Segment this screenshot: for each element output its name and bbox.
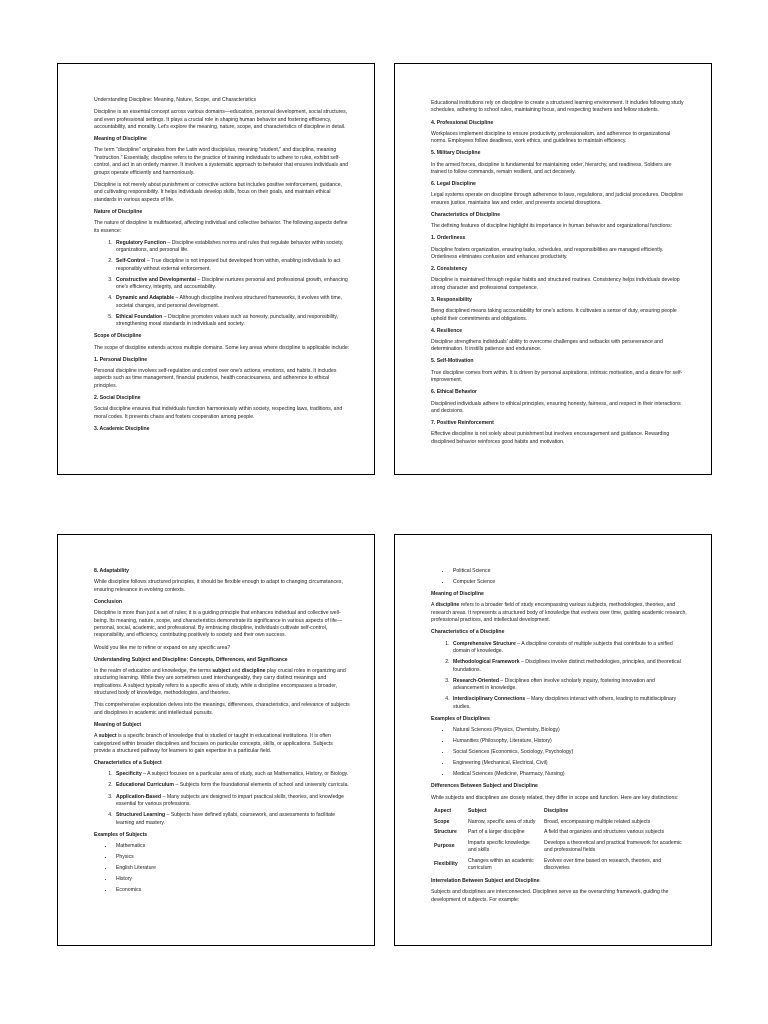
table-cell: Structure (434, 829, 457, 836)
document-page-1 (57, 63, 375, 475)
paragraph: Educational institutions rely on discipline to create a structured learning environment. It includes following study schedules, adhering to school rules, maintaining focus, and respecting teachers and fellow students. (431, 100, 684, 114)
list-item (114, 258, 350, 273)
text-run: A (94, 733, 99, 740)
list-text: – Subjects have defined syllabi, coursework, and assessments to facilitate learning and mastery. (116, 812, 336, 826)
list-text: – Discipline establishes norms and rules that regulate behavior within society, organizations, and personal life. (116, 239, 344, 254)
table-row (431, 856, 687, 874)
subsection-heading: 4. Resilience (431, 327, 463, 334)
discipline-characteristics-list (431, 641, 687, 712)
text-run: play crucial roles in organizing and structuring learning. While they are sometimes used interchangeably, they carry distinct meanings and implications. A subject typically refers to a specific area of study, while a discipline encompasses a broader, structured body of knowledge, methodologies, and theories. (94, 667, 346, 697)
table-header-cell: Discipline (544, 808, 569, 815)
section-heading: Scope of Discipline (94, 333, 142, 340)
subsection-heading: 4. Professional Discipline (431, 119, 494, 126)
subsection-heading: 3. Responsibility (431, 296, 472, 303)
table-cell: Narrow, specific area of study (468, 818, 536, 825)
list-text: – Subjects form the foundational elements of school and university curricula. (173, 782, 349, 789)
subsection-heading: 5. Self-Motivation (431, 358, 474, 365)
subsection-heading: 1. Orderliness (431, 235, 466, 242)
text-run: is a specific branch of knowledge that is studied or taught in educational institutions. It is often categorized within broader disciplines and focuses on particular concepts, skills, or applications. Subjects provide a structured pathway for learners to gain expertise in a particular field. (94, 733, 333, 755)
paragraph: Discipline strengthens individuals' ability to overcome challenges and setbacks with perseverance and determination. It instills patience and endurance. (431, 338, 663, 353)
subsection-heading: 2. Consistency (431, 266, 468, 273)
section-heading: Meaning of Subject (94, 721, 142, 728)
text-run: refers to a broader field of study encompassing various subjects, methodologies, theories, and research areas. It represents a structured body of knowledge that evolves over time, guiding academic research, professional practices, and intellectual development. (431, 602, 687, 624)
section-heading: Understanding Subject and Discipline: Concepts, Differences, and Significance (94, 656, 288, 663)
section-heading: Differences Between Subject and Discipline (431, 783, 538, 790)
table-row (431, 838, 687, 856)
list-item (451, 641, 687, 656)
list-text: – True discipline is not imposed but developed from within, enabling individuals to act responsibly without external enforcement. (116, 258, 341, 272)
table-cell: Part of a larger discipline (468, 829, 525, 836)
subsection-heading: 5. Military Discipline (431, 150, 481, 157)
list-item (114, 295, 350, 310)
section-heading: Examples of Disciplines (431, 715, 490, 722)
list-item (451, 696, 687, 711)
list-term: Structured Learning (116, 812, 166, 819)
section-heading: Meaning of Discipline (431, 591, 484, 598)
list-term: Educational Curriculum (116, 782, 174, 789)
section-heading: Characteristics of a Discipline (431, 629, 505, 636)
list-term: Comprehensive Structure (453, 640, 516, 647)
list-item: • Political Science (451, 568, 687, 575)
list-text: – Discipline nurtures personal and professional growth, enhancing one's efficiency, integrity, and accountability. (116, 276, 348, 291)
list-text: – Disciplines involve distinct methodologies, principles, and theoretical foundations. (453, 659, 681, 673)
paragraph: Would you like me to refine or expand on any specific area? (94, 644, 231, 651)
bold-term: subject (212, 667, 231, 674)
paragraph: Effective discipline is not solely about punishment but involves encouragement and guidance. Rewarding disciplined behavior reinforces good habits and motivation. (431, 431, 670, 445)
section-heading: Interrelation Between Subject and Discipline (431, 877, 540, 884)
section-heading: Examples of Subjects (94, 831, 148, 838)
table-cell: Scope (434, 818, 450, 825)
list-item: • Economics (114, 887, 350, 894)
list-item: • Natural Sciences (Physics, Chemistry, Biology) (451, 727, 687, 734)
text-run: and (230, 667, 242, 674)
list-text: – A discipline consists of multiple subjects that contribute to a unified domain of knowledge. (453, 640, 673, 655)
paragraph: In the armed forces, discipline is fundamental for maintaining order, hierarchy, and readiness. Soldiers are trained to follow commands, remain resilient, and act decisively. (431, 161, 672, 176)
paragraph: While discipline follows structured principles, it should be flexible enough to adapt to changing circumstances, ensuring relevance in evolving contexts. (94, 579, 343, 593)
list-item: • Engineering (Mechanical, Electrical, Civil) (451, 760, 687, 767)
paragraph (94, 668, 350, 698)
list-term: Constructive and Developmental (116, 276, 196, 283)
list-item: • Humanities (Philosophy, Literature, History) (451, 738, 687, 745)
list-term: Specificity (116, 771, 142, 778)
document-page-3 (57, 534, 375, 946)
table-row (431, 817, 687, 827)
section-heading: Characteristics of a Subject (94, 760, 162, 767)
table-header-row (431, 807, 687, 817)
table-cell: Purpose (434, 843, 455, 850)
subsection-heading: 1. Personal Discipline (94, 356, 148, 363)
list-text: – A subject focuses on a particular area of study, such as Mathematics, History, or Biology. (141, 771, 349, 778)
subjects-list (94, 843, 350, 895)
paragraph: The nature of discipline is multifaceted, affecting individual and collective behavior. The following aspects define its essence: (94, 220, 348, 234)
list-term: Research-Oriented (453, 677, 499, 684)
paragraph: Discipline is maintained through regular habits and structured routines. Consistency helps individuals develop strong character and professional competence. (431, 277, 680, 291)
paragraph: Subjects and disciplines are interconnected. Disciplines serve as the overarching framework, guiding the development of subjects. For example: (431, 889, 669, 903)
paragraph: While subjects and disciplines are closely related, they differ in scope and function. Here are key distinctions: (431, 794, 679, 801)
paragraph: Legal systems operate on discipline through adherence to laws, regulations, and judicial procedures. Discipline ensures justice, maintains law and order, and prevents societal disruptions. (431, 192, 684, 206)
table-cell: Evolves over time based on research, theories, and discoveries (544, 857, 662, 871)
document-page-4 (394, 534, 712, 946)
paragraph (94, 733, 350, 755)
list-item (114, 794, 350, 809)
paragraph: Personal discipline involves self-regulation and control over one's actions, emotions, and habits. It includes aspects such as time management, financial prudence, health consciousness, and adherence to ethical principles. (94, 367, 337, 389)
table-cell: Develops a theoretical and practical framework for academic and professional fields (544, 839, 682, 854)
paragraph: Discipline is more than just a set of rules; it is a guiding principle that enhances individual and collective well-being. Its meaning, nature, scope, and characteristics demonstrate its significance in various aspects of life—personal, social, academic, and professional. By embracing discipline, individuals cultivate self-control, responsibility, and efficiency, contributing positively to society and their own success. (94, 610, 343, 639)
subsection-heading: 2. Social Discipline (94, 394, 141, 401)
list-item (114, 782, 350, 789)
paragraph: Discipline is not merely about punishment or corrective actions but includes positive reinforcement, guidance, and cultivating responsibility. It helps individuals develop skills, focus on their goals, and maintain ethical standards in various aspects of life. (94, 181, 343, 203)
list-item: • English Literature (114, 865, 350, 872)
table-cell: A field that organizes and structures various subjects (544, 829, 665, 836)
list-item (114, 314, 350, 329)
paragraph: Social discipline ensures that individuals function harmoniously within society, respecting laws, traditions, and moral codes. It prevents chaos and fosters cooperation among people. (94, 406, 343, 420)
bold-term: discipline (241, 667, 266, 674)
list-text: – Many disciplines interact with others, leading to multidisciplinary studies. (453, 696, 677, 710)
document-page-2 (394, 63, 712, 475)
document-title: Understanding Discipline: Meaning, Nature, Scope, and Characteristics (94, 97, 257, 103)
table-cell: Flexibility (434, 861, 458, 868)
section-heading: Characteristics of Discipline (431, 211, 501, 218)
bold-term: subject (98, 733, 117, 740)
list-term: Application-Based (116, 793, 162, 800)
list-item (451, 678, 687, 693)
subjects-list-continued (431, 568, 687, 587)
section-heading: Meaning of Discipline (94, 136, 147, 143)
section-heading: Conclusion (94, 598, 122, 605)
table-cell: Broad, encompassing multiple related subjects (544, 818, 651, 825)
paragraph: Workplaces implement discipline to ensure productivity, professionalism, and adherence to organizational norms. Employees follow deadlines, work ethics, and guidelines to maintain efficiency. (431, 130, 671, 145)
list-term: Self-Control (116, 258, 146, 265)
bold-term: discipline (435, 602, 460, 609)
subsection-heading: 6. Legal Discipline (431, 181, 476, 188)
list-text: – Many subjects are designed to impart practical skills, theories, and knowledge essential for various professions. (116, 793, 345, 807)
text-run: In the realm of education and knowledge, the terms (94, 667, 213, 674)
subsection-heading: 6. Ethical Behavior (431, 389, 477, 396)
list-item: • Physics (114, 854, 350, 861)
paragraph: The term "discipline" originates from the Latin word disciplulus, meaning "student," and disciplina, meaning "instruction." Essentially, discipline refers to the practice of training individuals to adhere to rules, exhibit self-control, and act in an orderly manner. It involves a systematic approach to behavior that ensures individuals and groups operate efficiently and harmoniously. (94, 147, 349, 176)
subsection-heading: 7. Positive Reinforcement (431, 420, 494, 427)
section-heading: Nature of Discipline (94, 208, 143, 215)
paragraph: Disciplined individuals adhere to ethical principles, ensuring honesty, fairness, and respect in their interactions and decisions. (431, 400, 681, 414)
list-term: Regulatory Function (116, 239, 166, 246)
table-header-cell: Subject (468, 808, 487, 815)
paragraph: This comprehensive exploration delves into the meanings, differences, characteristics, and relevance of subjects and disciplines in academic and intellectual pursuits. (94, 702, 350, 716)
list-item: • Medical Sciences (Medicine, Pharmacy, Nursing) (451, 771, 687, 778)
list-term: Methodological Framework (453, 659, 520, 666)
disciplines-list (431, 727, 687, 779)
table-header-cell: Aspect (434, 808, 452, 815)
table-row (431, 828, 687, 838)
list-item: • Social Sciences (Economics, Sociology, Psychology) (451, 749, 687, 756)
comparison-table (431, 807, 687, 874)
subsection-heading: 8. Adaptability (94, 568, 129, 574)
list-term: Dynamic and Adaptable (116, 295, 175, 302)
paragraph: Being disciplined means taking accountability for one's actions. It cultivates a sense of duty, ensuring people uphold their commitments and obligations. (431, 308, 677, 322)
subject-characteristics-list (94, 771, 350, 827)
table-cell: Imparts specific knowledge and skills (468, 839, 530, 854)
list-item (114, 812, 350, 827)
nature-list (94, 240, 350, 329)
list-term: Ethical Foundation (116, 313, 163, 320)
list-item: • History (114, 876, 350, 883)
list-item (114, 240, 350, 255)
list-text: – Disciplines often involve scholarly inquiry, fostering innovation and advancement in knowledge. (453, 677, 655, 692)
text-run: A (431, 602, 436, 609)
table-cell: Changes within an academic curriculum (468, 857, 534, 871)
list-term: Interdisciplinary Connections (453, 696, 526, 703)
paragraph: The scope of discipline extends across multiple domains. Some key areas where discipline is applicable include: (94, 344, 350, 351)
list-text: – Although discipline involves structured frameworks, it evolves with time, societal changes, and personal development. (116, 295, 343, 309)
list-item (451, 659, 687, 674)
paragraph: Discipline is an essential concept across various domains—education, personal development, social structures, and even professional settings. It plays a crucial role in shaping human behavior and fostering efficiency, accountability, and morality. Let's explore the meaning, nature, scope, and characteristics of discipline in detail. (94, 109, 348, 130)
paragraph: True discipline comes from within. It is driven by personal aspirations, intrinsic motivation, and a desire for self-improvement. (431, 369, 683, 384)
paragraph: The defining features of discipline highlight its importance in human behavior and organizational functions: (431, 223, 673, 230)
list-item (114, 771, 350, 778)
list-item (114, 277, 350, 292)
list-text: – Discipline promotes values such as honesty, punctuality, and responsibility, strengthening moral standards in individuals and society. (116, 313, 338, 328)
subsection-heading: 3. Academic Discipline (94, 425, 150, 432)
paragraph: Discipline fosters organization, ensuring tasks, schedules, and responsibilities are managed efficiently. Orderliness eliminates confusion and enhances productivity. (431, 246, 664, 260)
list-item: • Computer Science (451, 579, 687, 586)
paragraph (431, 602, 687, 624)
list-item: • Mathematics (114, 843, 350, 850)
